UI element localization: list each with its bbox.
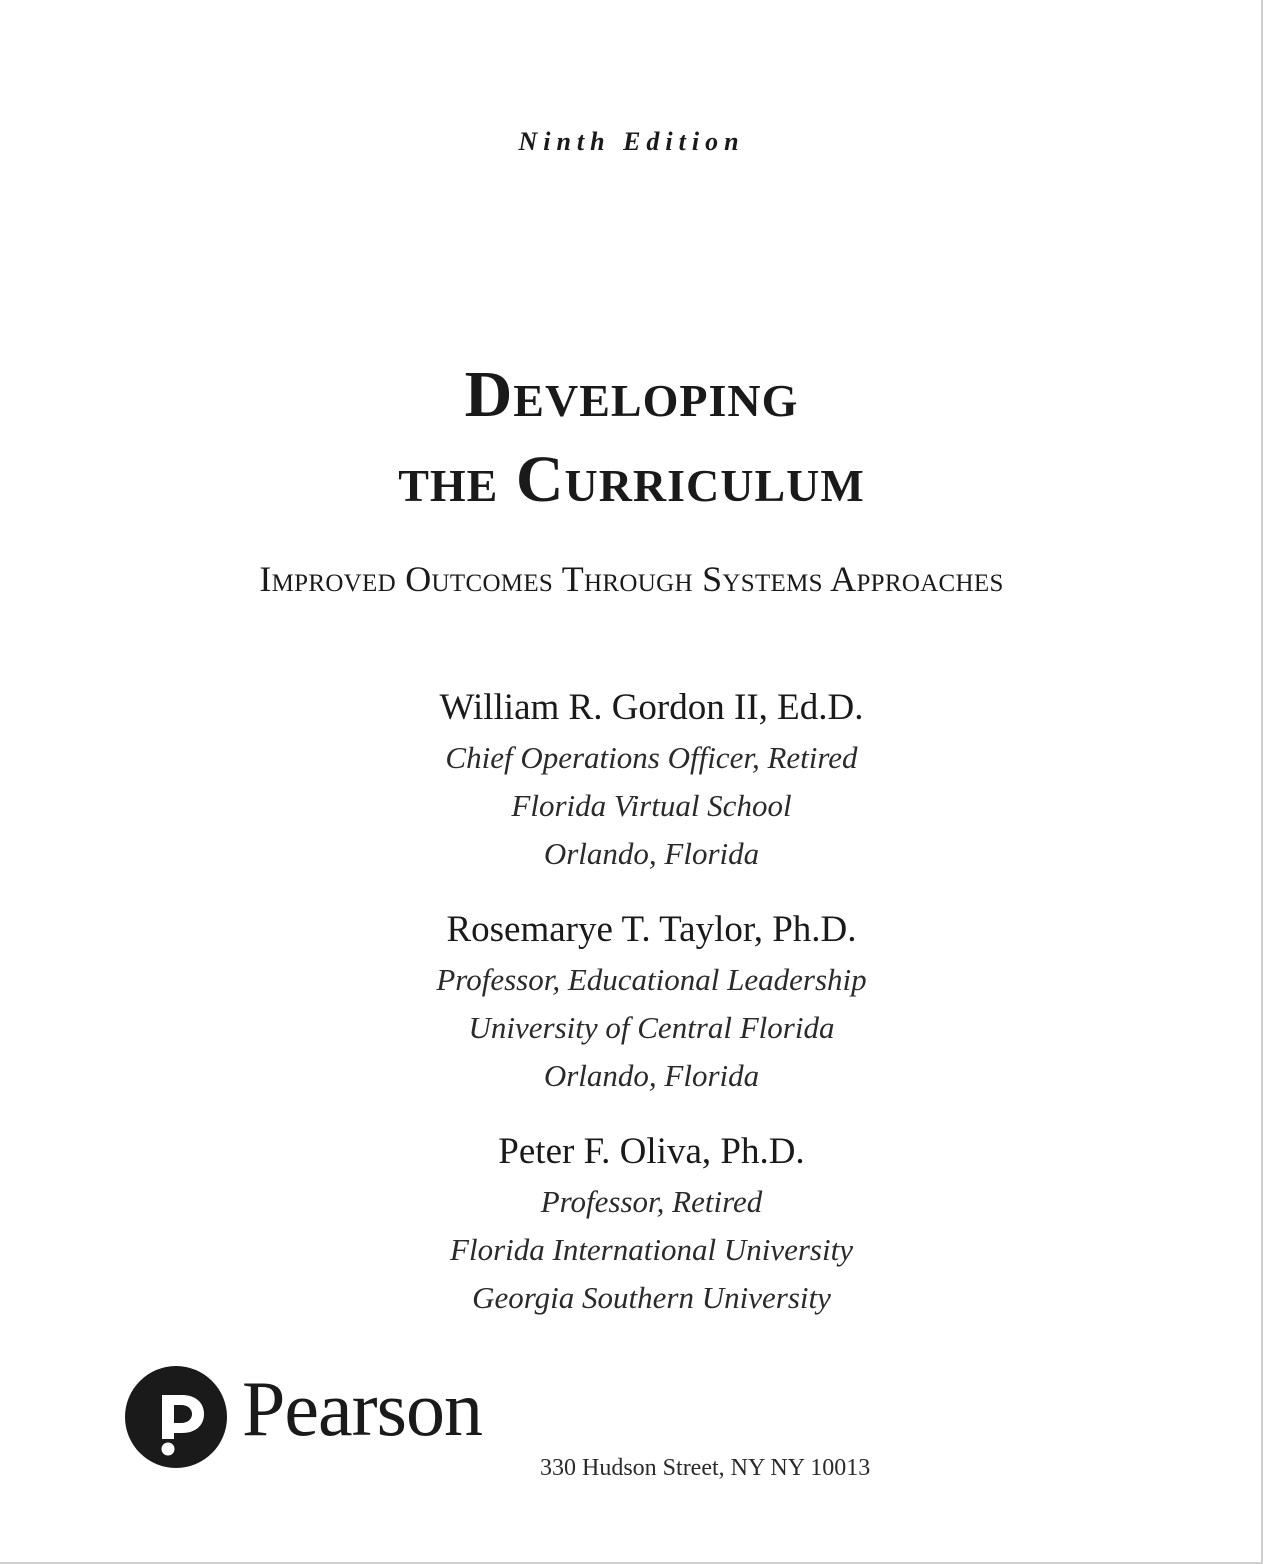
author-affiliation-line: Professor, Retired <box>540 1184 763 1219</box>
publisher-logo <box>124 1362 504 1482</box>
author-affiliation-line: Georgia Southern University <box>472 1280 831 1315</box>
author-block <box>20 1130 1263 1322</box>
author-affiliation-line: Orlando, Florida <box>543 836 760 871</box>
author-block <box>20 686 1263 878</box>
author-affiliation-line: Chief Operations Officer, Retired <box>445 740 858 775</box>
book-title-line-1: Developing <box>464 358 799 431</box>
book-subtitle: Improved Outcomes Through Systems Approaches <box>259 559 1004 599</box>
author-affiliation-line: Professor, Educational Leadership <box>436 962 867 997</box>
pearson-p-icon <box>124 1365 228 1469</box>
author-affiliation-line: Florida Virtual School <box>511 788 792 823</box>
author-name: Peter F. Oliva, Ph.D. <box>498 1131 805 1172</box>
book-title-line-2: the Curriculum <box>398 443 865 516</box>
author-name: Rosemarye T. Taylor, Ph.D. <box>446 909 857 950</box>
publisher-name: Pearson <box>242 1365 482 1452</box>
author-affiliation-line: Florida International University <box>450 1232 853 1267</box>
publisher-address: 330 Hudson Street, NY NY 10013 <box>540 1455 871 1481</box>
author-block <box>20 908 1263 1100</box>
author-name: William R. Gordon II, Ed.D. <box>439 687 864 728</box>
author-affiliation-line: Orlando, Florida <box>543 1058 760 1093</box>
author-affiliation-line: University of Central Florida <box>468 1010 835 1045</box>
edition-label: Ninth Edition <box>518 127 745 156</box>
